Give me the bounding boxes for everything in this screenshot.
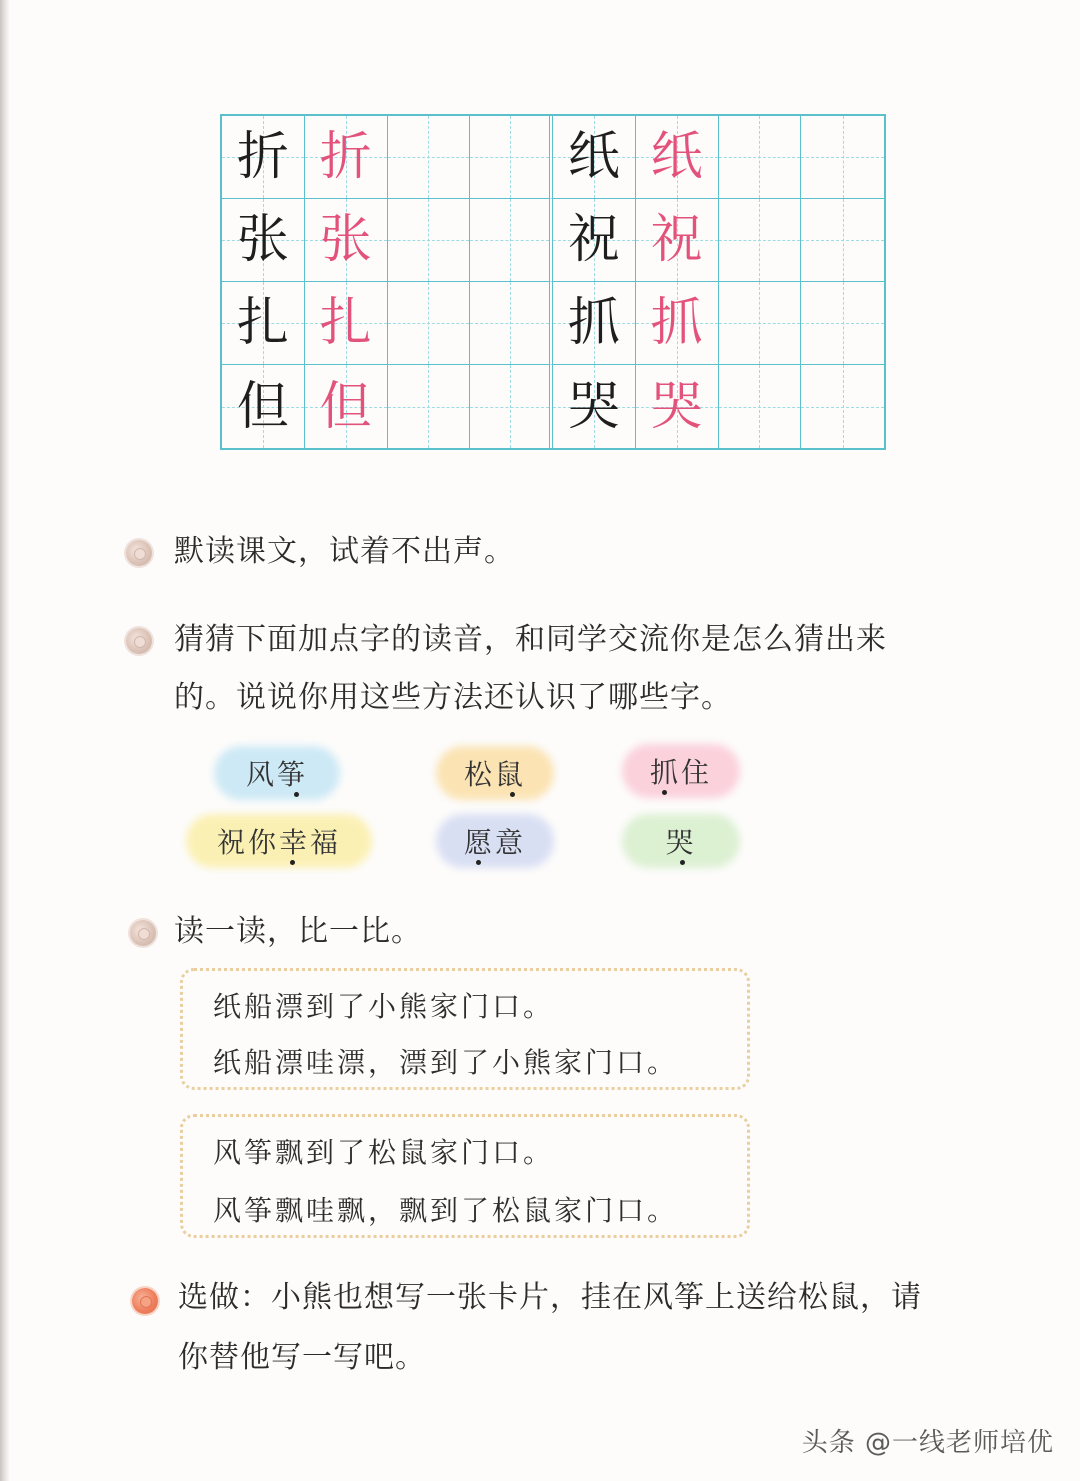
word-tag-zhuazhu bbox=[622, 744, 740, 798]
grid-cell bbox=[636, 199, 719, 282]
trace-character: 抓 bbox=[650, 293, 703, 353]
grid-cell-empty bbox=[388, 199, 471, 282]
word-tag-songshu bbox=[436, 746, 554, 800]
model-character: 祝 bbox=[567, 210, 620, 270]
grid-cell-empty bbox=[801, 282, 884, 365]
tag-label: 哭 bbox=[665, 826, 697, 859]
grid-cell bbox=[553, 199, 636, 282]
grid-cell bbox=[305, 365, 388, 448]
exercise-bullet-icon bbox=[130, 920, 156, 946]
grid-cell bbox=[636, 116, 719, 199]
emphasis-dot bbox=[510, 792, 515, 797]
trace-character: 纸 bbox=[650, 127, 703, 187]
grid-cell bbox=[553, 365, 636, 448]
sentence-line: 风筝飘哇飘，飘到了松鼠家门口。 bbox=[213, 1194, 679, 1227]
tag-label: 愿意 bbox=[463, 826, 526, 859]
sentence-line: 风筝飘到了松鼠家门口。 bbox=[213, 1136, 555, 1169]
emphasis-dot bbox=[294, 792, 299, 797]
exercise-2-line-1: 猜猜下面加点字的读音，和同学交流你是怎么猜出来 bbox=[174, 622, 887, 657]
grid-cell-empty bbox=[801, 116, 884, 199]
grid-cell-empty bbox=[719, 116, 802, 199]
grid-cell bbox=[553, 282, 636, 365]
exercise-1-text: 默读课文，试着不出声。 bbox=[174, 534, 515, 569]
word-tag-yuanyi bbox=[436, 814, 554, 868]
word-tag-fengzheng bbox=[214, 746, 340, 800]
grid-cell-empty bbox=[388, 365, 471, 448]
grid-cell bbox=[222, 365, 305, 448]
emphasis-dot bbox=[476, 860, 481, 865]
grid-cell bbox=[553, 116, 636, 199]
emphasis-dot bbox=[680, 860, 685, 865]
trace-character: 折 bbox=[319, 127, 372, 187]
model-character: 哭 bbox=[567, 376, 620, 437]
trace-character: 张 bbox=[319, 210, 372, 270]
grid-cell-empty bbox=[719, 365, 802, 448]
sentence-box-2 bbox=[180, 1114, 750, 1238]
model-character: 张 bbox=[236, 210, 289, 270]
emphasis-dot bbox=[290, 860, 295, 865]
trace-character: 但 bbox=[319, 376, 372, 437]
optional-exercise-bullet-icon bbox=[132, 1288, 158, 1314]
tag-label: 风筝 bbox=[245, 758, 308, 791]
sentence-box-1 bbox=[180, 968, 750, 1090]
grid-cell-empty bbox=[388, 282, 471, 365]
exercise-2-line-2: 的。说说你用这些方法还认识了哪些字。 bbox=[174, 680, 732, 715]
grid-cell-empty bbox=[470, 116, 553, 199]
watermark: 头条 @一线老师培优 bbox=[801, 1428, 1054, 1458]
grid-cell-empty bbox=[470, 282, 553, 365]
grid-cell bbox=[305, 116, 388, 199]
grid-cell-empty bbox=[470, 365, 553, 448]
grid-cell-empty bbox=[801, 365, 884, 448]
grid-cell-empty bbox=[470, 199, 553, 282]
exercise-4-line-1: 选做：小熊也想写一张卡片，挂在风筝上送给松鼠，请 bbox=[178, 1280, 922, 1315]
grid-cell bbox=[636, 365, 719, 448]
grid-cell-empty bbox=[388, 116, 471, 199]
exercise-3-text: 读一读，比一比。 bbox=[174, 914, 422, 949]
tag-label: 祝你幸福 bbox=[216, 826, 341, 859]
page-binding-edge bbox=[0, 0, 10, 1481]
grid-cell bbox=[305, 199, 388, 282]
trace-character: 祝 bbox=[650, 210, 703, 270]
word-tag-zhunixingfu bbox=[186, 814, 372, 868]
model-character: 扎 bbox=[236, 293, 289, 353]
sentence-line: 纸船漂到了小熊家门口。 bbox=[213, 990, 555, 1023]
emphasis-dot bbox=[662, 790, 667, 795]
trace-character: 扎 bbox=[319, 293, 372, 353]
exercise-4-line-2: 你替他写一写吧。 bbox=[178, 1340, 426, 1375]
model-character: 折 bbox=[236, 127, 289, 187]
grid-cell-empty bbox=[719, 282, 802, 365]
trace-character: 哭 bbox=[650, 376, 703, 437]
grid-cell bbox=[222, 199, 305, 282]
tag-label: 抓住 bbox=[649, 756, 712, 789]
tag-label: 松鼠 bbox=[463, 758, 526, 791]
grid-cell bbox=[636, 282, 719, 365]
model-character: 抓 bbox=[567, 293, 620, 353]
grid-cell bbox=[222, 116, 305, 199]
model-character: 但 bbox=[236, 376, 289, 437]
word-tag-ku bbox=[622, 814, 740, 868]
grid-cell-empty bbox=[719, 199, 802, 282]
writing-grid bbox=[220, 114, 886, 450]
model-character: 纸 bbox=[567, 127, 620, 187]
exercise-bullet-icon bbox=[126, 628, 152, 654]
exercise-bullet-icon bbox=[126, 540, 152, 566]
grid-cell-empty bbox=[801, 199, 884, 282]
grid-cell bbox=[222, 282, 305, 365]
grid-cell bbox=[305, 282, 388, 365]
sentence-line: 纸船漂哇漂，漂到了小熊家门口。 bbox=[213, 1046, 679, 1079]
